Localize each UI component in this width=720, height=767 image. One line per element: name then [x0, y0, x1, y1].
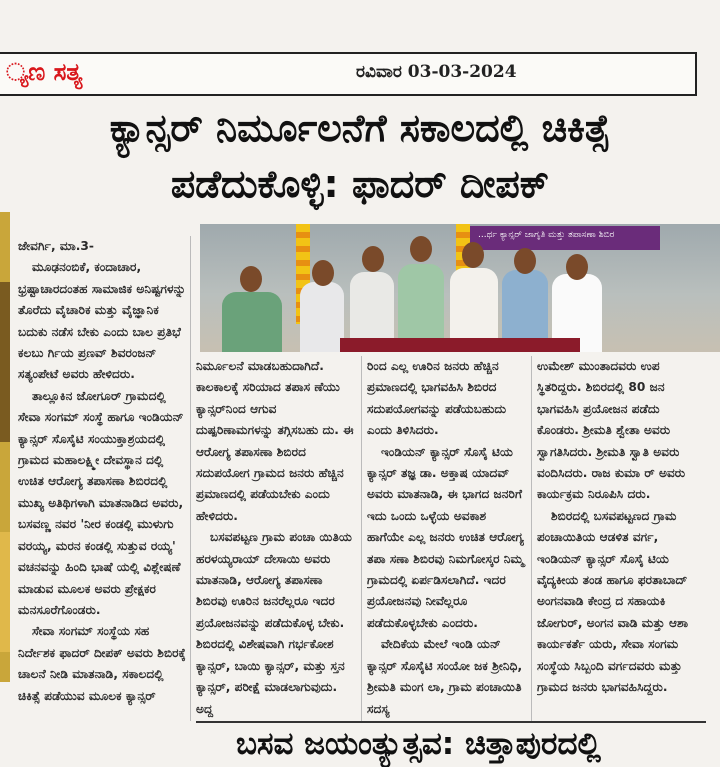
column-rule: [190, 236, 191, 721]
person-head: [240, 266, 262, 292]
article-paragraph: ಶಿಬಿರದಲ್ಲಿ ಬಸವಪಟ್ಟಣದ ಗ್ರಾಮ ಪಂಚಾಯಿತಿಯ ಆಡಳಿತ ವರ್ಗ, ಇಂಡಿಯನ್ ಕ್ಯಾನ್ಸರ್ ಸೊಸೈ ಟಿಯ ವೈದ್ಯಕೀಯ ತಂಡ ಹಾಗೂ ಫರತಾಬಾದ್ ಅಂಗನವಾಡಿ ಕೇಂದ್ರ ದ ಸಹಾಯಕಿ ಜೋಗುರ್, ಅಂಗನ ವಾಡಿ ಮತ್ತು ಆಶಾ ಕಾರ್ಯಕರ್ತೆ ಯರು, ಸೇವಾ ಸಂಗಮ ಸಂಸ್ಥೆಯ ಸಿಬ್ಬಂದಿ ವರ್ಗದವರು ಮತ್ತು ಗ್ರಾಮದ ಜನರು ಭಾಗವಹಿಸಿದ್ದರು.: [537, 508, 689, 695]
article-photo: [200, 224, 720, 352]
person-head: [514, 248, 536, 274]
article-paragraph: ವೇದಿಕೆಯ ಮೇಲೆ ಇಂಡಿ ಯನ್ ಕ್ಯಾನ್ಸರ್ ಸೊಸೈಟಿ ಸಂಯೋ ಜಕ ಶ್ರೀನಿಧಿ, ಶ್ರೀಮತಿ ಮಂಗ ಲಾ, ಗ್ರಾಮ ಪಂಚಾಯಿತಿ ಸದಸ್ಯ: [367, 637, 523, 716]
article-paragraph: ಇಂಡಿಯನ್ ಕ್ಯಾನ್ಸರ್ ಸೊಸೈ ಟಿಯ ಕ್ಯಾನ್ಸರ್ ತಜ್ಞ ಡಾ. ಅಕ್ತಾಷ ಯಾದವ್ ಅವರು ಮಾತನಾಡಿ, ಈ ಭಾಗದ ಜನರಿಗೆ ಇದು ಒಂದು ಒಳ್ಳೆಯ ಅವಕಾಶ ಹಾಗೆಯೇ ಎಲ್ಲ ಜನರು ಉಚಿತ ಆರೋಗ್ಯ ತಪಾ ಸಣಾ ಶಿಬಿರವು ನಿಮಗೋಸ್ಕರ ನಿಮ್ಮ ಗ್ರಾಮದಲ್ಲಿ ಏರ್ಪಡಿಸಲಾಗಿದೆ. ಇದರ ಪ್ರಯೋಜನವು ನೀವೆಲ್ಲರೂ ಪಡೆದುಕೊಳ್ಳಬೇಕು ಎಂದರು.: [367, 444, 524, 630]
article-column-4: [537, 356, 697, 699]
article-column-2: [196, 356, 356, 720]
person-head: [362, 246, 384, 272]
article-column-3: [367, 356, 527, 720]
strip-dark-band: [0, 282, 10, 442]
person-figure: [300, 282, 344, 352]
article-paragraph: ಮೂಢನಂಬಿಕೆ, ಕಂದಾಚಾರ, ಭ್ರಷ್ಟಾಚಾರದಂತಹ ಸಾಮಾಜಿಕ ಅನಿಷ್ಟಗಳನ್ನು ತೊರೆದು ವೈಚಾರಿಕ ಮತ್ತು ವೈಜ್ಞಾನಿಕ ಬದುಕು ನಡೆಸ ಬೇಕು ಎಂದು ಬಾಲ ಪ್ರತಿಭೆ ಕಲಬು ರ್ಗಿಯ ಪ್ರಣವ್ ಶಿವರಂಜನ್ ಸತ್ಯಂಪೇಟೆ ಅವರು ಹೇಳಿದರು.: [18, 260, 186, 382]
headline-line1: ಕ್ಯಾನ್ಸರ್ ನಿರ್ಮೂಲನೆಗೆ ಸಕಾಲದಲ್ಲಿ ಚಿಕಿತ್ಸೆ: [109, 106, 611, 150]
article-paragraph: ನಿರ್ಮೂಲನೆ ಮಾಡಬಹುದಾಗಿದೆ. ಕಾಲಕಾಲಕ್ಕೆ ಸರಿಯಾದ ತಪಾಸ ಣೆಯು ಕ್ಯಾನ್ಸರ್‌ನಿಂದ ಆಗುವ ದುಷ್ಪರಿಣಾಮಗಳನ್ನು ತಗ್ಗಿಸಬಹು ದು. ಈ ಆರೋಗ್ಯ ತಪಾಸಣಾ ಶಿಬಿರದ ಸದುಪಯೋಗ ಗ್ರಾಮದ ಜನರು ಹೆಚ್ಚಿನ ಪ್ರಮಾಣದಲ್ಲಿ ಪಡೆಯಬೇಕು ಎಂದು ಹೇಳಿದರು.: [196, 359, 354, 523]
person-head: [462, 242, 484, 268]
stage-table: [340, 338, 580, 352]
article-paragraph: ಸೇವಾ ಸಂಗಮ್ ಸಂಸ್ಥೆಯ ಸಹ ನಿರ್ದೇಶಕ ಫಾದರ್ ದೀಪಕ್ ಅವರು ಶಿಬಿರಕ್ಕೆ ಚಾಲನೆ ನೀಡಿ ಮಾತನಾಡಿ, ಸಕಾಲದಲ್ಲಿ ಚಿಕಿತ್ಸೆ ಪಡೆಯುವ ಮೂಲಕ ಕ್ಯಾನ್ಸರ್: [18, 624, 186, 703]
person-head: [566, 254, 588, 280]
person-head: [410, 236, 432, 262]
headline-line2: ಪಡೆದುಕೊಳ್ಳಿ: ಫಾದರ್ ದೀಪಕ್: [170, 162, 550, 206]
section-divider: [196, 721, 706, 723]
article-paragraph: ತಾಲ್ಲೂಕಿನ ಜೋಗೂರ್ ಗ್ರಾಮದಲ್ಲಿ ಸೇವಾ ಸಂಗಮ್ ಸಂಸ್ಥೆ ಹಾಗೂ ಇಂಡಿಯನ್ ಕ್ಯಾನ್ಸರ್ ಸೊಸೈಟಿ ಸಂಯುಕ್ತಾಶ್ರಯದಲ್ಲಿ ಗ್ರಾಮದ ಮಹಾಲಕ್ಷ್ಮೀ ದೇವಸ್ಥಾನ ದಲ್ಲಿ ಉಚಿತ ಆರೋಗ್ಯ ತಪಾಸಣಾ ಶಿಬಿರದಲ್ಲಿ ಮುಖ್ಯ ಅತಿಥಿಗಳಾಗಿ ಮಾತನಾಡಿದ ಅವರು, ಬಸವಣ್ಣ ನವರ 'ನೀರ ಕಂಡಲ್ಲಿ ಮುಳುಗು ವರಯ್ಯ, ಮರನ ಕಂಡಲ್ಲಿ ಸುತ್ತುವ ರಯ್ಯ' ವಚನವನ್ನು ಹಿಂದಿ ಭಾಷೆ ಯಲ್ಲಿ ವಿಶ್ಲೇಷಣೆ ಮಾಡುವ ಮೂಲಕ ಅವರು ಪ್ರೇಕ್ಷಕರ ಮನಸೂರೆಗೊಂಡರು.: [18, 388, 184, 617]
headline: [0, 100, 720, 212]
masthead: [0, 52, 697, 96]
article-paragraph: ಉಮೇಶ್ ಮುಂತಾದವರು ಉಪ ಸ್ಥಿತರಿದ್ದರು. ಶಿಬಿರದಲ್ಲಿ 80 ಜನ ಭಾಗವಹಿಸಿ ಪ್ರಯೋಜನ ಪಡೆದು ಕೊಂಡರು. ಶ್ರೀಮತಿ ಶ್ವೇತಾ ಅವರು ಸ್ವಾಗತಿಸಿದರು. ಶ್ರೀಮತಿ ಸ್ವಾತಿ ಅವರು ವಂದಿಸಿದರು. ರಾಜ ಕುಮಾ ರ್ ಅವರು ಕಾರ್ಯಕ್ರಮ ನಿರೂಪಿಸಿ ದರು.: [537, 359, 686, 502]
column-rule: [531, 356, 532, 721]
article-paragraph: ಬಸವಪಟ್ಟಣ ಗ್ರಾಮ ಪಂಚಾ ಯಿತಿಯ ಹರಳಯ್ಯರಾಯ್ ದೇಸಾಯಿ ಅವರು ಮಾತನಾಡಿ, ಆರೋಗ್ಯ ತಪಾಸಣಾ ಶಿಬಿರವು ಊರಿನ ಜನರೆಲ್ಲರೂ ಇದರ ಪ್ರಯೋಜನವನ್ನು ಪಡೆದುಕೊಳ್ಳ ಬೇಕು. ಶಿಬಿರದಲ್ಲಿ ವಿಶೇಷವಾಗಿ ಗರ್ಭಕೋಶ ಕ್ಯಾನ್ಸರ್, ಬಾಯಿ ಕ್ಯಾನ್ಸರ್, ಮತ್ತು ಸ್ತನ ಕ್ಯಾನ್ಸರ್, ಪರೀಕ್ಷೆ ಮಾಡಲಾಗುವುದು. ಅದ್ದ: [196, 530, 353, 716]
person-head: [312, 260, 334, 286]
article-paragraph: ರಿಂದ ಎಲ್ಲ ಊರಿನ ಜನರು ಹೆಚ್ಚಿನ ಪ್ರಮಾಣದಲ್ಲಿ ಭಾಗವಹಿಸಿ ಶಿಬಿರದ ಸದುಪಯೋಗವನ್ನು ಪಡೆಯಬಹುದು ಎಂದು ತಿಳಿಸಿದರು.: [367, 359, 507, 438]
person-figure: [222, 292, 282, 352]
strip-gold-band: [0, 532, 10, 652]
adjacent-article-photo-strip: [0, 212, 10, 682]
column-rule: [361, 356, 362, 721]
article-paragraph: ಜೇವರ್ಗಿ, ಮಾ.3-: [18, 239, 94, 253]
edition-date: ರವಿವಾರ 03-03-2024: [356, 62, 517, 82]
event-banner: ...ರ್ಥ ಕ್ಯಾನ್ಸರ್ ಜಾಗೃತಿ ಮತ್ತು ತಪಾಸಣಾ ಶಿಬಿರ: [470, 226, 660, 250]
article-column-1: [18, 236, 188, 707]
next-article-headline: ಬಸವ ಜಯಂತ್ಯುತ್ಸವ: ಚಿತ್ತಾಪುರದಲ್ಲಿ: [236, 726, 601, 762]
paper-name: ್ಯಣ ಸತ್ಯ: [6, 58, 83, 86]
